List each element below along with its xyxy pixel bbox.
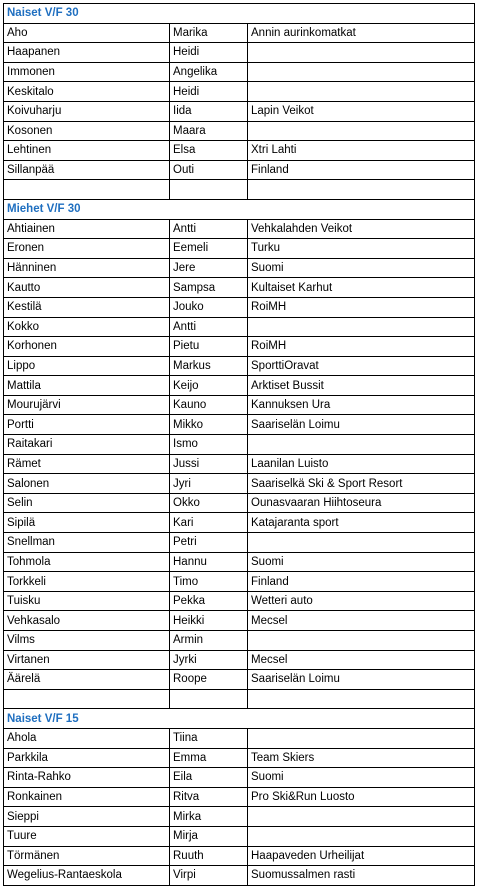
table-row: [4, 513, 475, 533]
first-name-cell: Ruuth: [170, 846, 248, 866]
surname-cell: Sipilä: [4, 513, 170, 533]
club-cell: Finland: [248, 572, 475, 592]
first-name-cell: Antti: [170, 219, 248, 239]
first-name-cell: Jussi: [170, 454, 248, 474]
first-name-cell: Petri: [170, 533, 248, 553]
table-row: [4, 670, 475, 690]
first-name-cell: Kari: [170, 513, 248, 533]
surname-cell: Mattila: [4, 376, 170, 396]
first-name-cell: Timo: [170, 572, 248, 592]
first-name-cell: Jyrki: [170, 650, 248, 670]
section-header-row: [4, 4, 475, 24]
club-cell: SporttiOravat: [248, 356, 475, 376]
first-name-cell: Heikki: [170, 611, 248, 631]
surname-cell: Portti: [4, 415, 170, 435]
table-row: [4, 141, 475, 161]
table-row: [4, 846, 475, 866]
section-header-filler: [170, 199, 475, 219]
club-cell: [248, 435, 475, 455]
club-cell: Haapaveden Urheilijat: [248, 846, 475, 866]
surname-cell: Keskitalo: [4, 82, 170, 102]
surname-cell: Parkkila: [4, 748, 170, 768]
surname-cell: Wegelius-Rantaeskola: [4, 866, 170, 886]
club-cell: [248, 533, 475, 553]
section-header-filler: [170, 4, 475, 24]
section-title: Naiset V/F 30: [4, 4, 170, 24]
table-row: [4, 43, 475, 63]
table-row: [4, 807, 475, 827]
club-cell: Kannuksen Ura: [248, 395, 475, 415]
table-row: [4, 356, 475, 376]
first-name-cell: [170, 689, 248, 709]
surname-cell: Tuure: [4, 826, 170, 846]
surname-cell: Hänninen: [4, 258, 170, 278]
club-cell: Finland: [248, 160, 475, 180]
first-name-cell: Antti: [170, 317, 248, 337]
club-cell: Xtri Lahti: [248, 141, 475, 161]
surname-cell: Törmänen: [4, 846, 170, 866]
club-cell: [248, 43, 475, 63]
table-row: [4, 611, 475, 631]
surname-cell: Vehkasalo: [4, 611, 170, 631]
club-cell: Mecsel: [248, 611, 475, 631]
club-cell: Kultaiset Karhut: [248, 278, 475, 298]
surname-cell: Ahola: [4, 728, 170, 748]
table-row: [4, 317, 475, 337]
first-name-cell: Mikko: [170, 415, 248, 435]
first-name-cell: Tiina: [170, 728, 248, 748]
table-row: [4, 180, 475, 200]
table-row: [4, 454, 475, 474]
table-row: [4, 337, 475, 357]
surname-cell: Lippo: [4, 356, 170, 376]
surname-cell: Rämet: [4, 454, 170, 474]
first-name-cell: Elsa: [170, 141, 248, 161]
club-cell: [248, 807, 475, 827]
first-name-cell: Jouko: [170, 297, 248, 317]
table-row: [4, 258, 475, 278]
participant-table-body: [4, 4, 475, 886]
club-cell: [248, 121, 475, 141]
club-cell: [248, 631, 475, 651]
surname-cell: Lehtinen: [4, 141, 170, 161]
surname-cell: Raitakari: [4, 435, 170, 455]
club-cell: [248, 180, 475, 200]
table-row: [4, 62, 475, 82]
first-name-cell: Iida: [170, 101, 248, 121]
first-name-cell: Keijo: [170, 376, 248, 396]
table-row: [4, 572, 475, 592]
participant-table: [3, 3, 475, 886]
table-row: [4, 552, 475, 572]
club-cell: Pro Ski&Run Luosto: [248, 787, 475, 807]
surname-cell: Rinta-Rahko: [4, 768, 170, 788]
club-cell: Ounasvaaran Hiihtoseura: [248, 493, 475, 513]
club-cell: [248, 317, 475, 337]
first-name-cell: Roope: [170, 670, 248, 690]
table-row: [4, 82, 475, 102]
table-row: [4, 474, 475, 494]
first-name-cell: Heidi: [170, 82, 248, 102]
surname-cell: Kautto: [4, 278, 170, 298]
first-name-cell: Markus: [170, 356, 248, 376]
first-name-cell: Sampsa: [170, 278, 248, 298]
section-header-row: [4, 199, 475, 219]
surname-cell: Kestilä: [4, 297, 170, 317]
surname-cell: Salonen: [4, 474, 170, 494]
club-cell: Wetteri auto: [248, 591, 475, 611]
club-cell: [248, 689, 475, 709]
club-cell: [248, 826, 475, 846]
club-cell: Turku: [248, 239, 475, 259]
club-cell: Saariselän Loimu: [248, 415, 475, 435]
surname-cell: Immonen: [4, 62, 170, 82]
club-cell: Saariselkä Ski & Sport Resort: [248, 474, 475, 494]
section-title: Miehet V/F 30: [4, 199, 170, 219]
table-row: [4, 219, 475, 239]
first-name-cell: Eemeli: [170, 239, 248, 259]
table-row: [4, 787, 475, 807]
surname-cell: Torkkeli: [4, 572, 170, 592]
table-row: [4, 23, 475, 43]
surname-cell: Kokko: [4, 317, 170, 337]
first-name-cell: Outi: [170, 160, 248, 180]
surname-cell: Virtanen: [4, 650, 170, 670]
surname-cell: Koivuharju: [4, 101, 170, 121]
surname-cell: [4, 180, 170, 200]
surname-cell: Tuisku: [4, 591, 170, 611]
table-row: [4, 435, 475, 455]
surname-cell: Ahtiainen: [4, 219, 170, 239]
table-row: [4, 748, 475, 768]
first-name-cell: Maara: [170, 121, 248, 141]
surname-cell: [4, 689, 170, 709]
table-row: [4, 493, 475, 513]
table-row: [4, 376, 475, 396]
table-row: [4, 866, 475, 886]
first-name-cell: Armin: [170, 631, 248, 651]
first-name-cell: Pietu: [170, 337, 248, 357]
surname-cell: Haapanen: [4, 43, 170, 63]
club-cell: RoiMH: [248, 297, 475, 317]
surname-cell: Sillanpää: [4, 160, 170, 180]
first-name-cell: Jere: [170, 258, 248, 278]
table-row: [4, 121, 475, 141]
surname-cell: Kosonen: [4, 121, 170, 141]
table-row: [4, 415, 475, 435]
club-cell: Team Skiers: [248, 748, 475, 768]
surname-cell: Korhonen: [4, 337, 170, 357]
club-cell: Katajaranta sport: [248, 513, 475, 533]
table-row: [4, 533, 475, 553]
club-cell: Mecsel: [248, 650, 475, 670]
club-cell: Suomi: [248, 768, 475, 788]
first-name-cell: Mirka: [170, 807, 248, 827]
table-row: [4, 689, 475, 709]
table-row: [4, 728, 475, 748]
surname-cell: Snellman: [4, 533, 170, 553]
club-cell: Annin aurinkomatkat: [248, 23, 475, 43]
first-name-cell: Emma: [170, 748, 248, 768]
surname-cell: Äärelä: [4, 670, 170, 690]
section-title: Naiset V/F 15: [4, 709, 170, 729]
club-cell: Suomi: [248, 258, 475, 278]
table-row: [4, 101, 475, 121]
section-header-filler: [170, 709, 475, 729]
club-cell: Suomussalmen rasti: [248, 866, 475, 886]
table-row: [4, 631, 475, 651]
first-name-cell: Eila: [170, 768, 248, 788]
section-header-row: [4, 709, 475, 729]
table-row: [4, 297, 475, 317]
first-name-cell: Pekka: [170, 591, 248, 611]
table-row: [4, 395, 475, 415]
club-cell: Lapin Veikot: [248, 101, 475, 121]
club-cell: Vehkalahden Veikot: [248, 219, 475, 239]
surname-cell: Ronkainen: [4, 787, 170, 807]
table-row: [4, 160, 475, 180]
table-row: [4, 278, 475, 298]
first-name-cell: Marika: [170, 23, 248, 43]
club-cell: [248, 728, 475, 748]
club-cell: Arktiset Bussit: [248, 376, 475, 396]
club-cell: [248, 62, 475, 82]
surname-cell: Sieppi: [4, 807, 170, 827]
first-name-cell: Okko: [170, 493, 248, 513]
first-name-cell: [170, 180, 248, 200]
surname-cell: Vilms: [4, 631, 170, 651]
surname-cell: Selin: [4, 493, 170, 513]
club-cell: RoiMH: [248, 337, 475, 357]
first-name-cell: Jyri: [170, 474, 248, 494]
surname-cell: Tohmola: [4, 552, 170, 572]
club-cell: [248, 82, 475, 102]
club-cell: Suomi: [248, 552, 475, 572]
surname-cell: Mourujärvi: [4, 395, 170, 415]
first-name-cell: Heidi: [170, 43, 248, 63]
first-name-cell: Kauno: [170, 395, 248, 415]
first-name-cell: Mirja: [170, 826, 248, 846]
table-row: [4, 239, 475, 259]
table-row: [4, 826, 475, 846]
first-name-cell: Ritva: [170, 787, 248, 807]
club-cell: Laanilan Luisto: [248, 454, 475, 474]
table-row: [4, 591, 475, 611]
club-cell: Saariselän Loimu: [248, 670, 475, 690]
table-row: [4, 650, 475, 670]
first-name-cell: Ismo: [170, 435, 248, 455]
first-name-cell: Virpi: [170, 866, 248, 886]
first-name-cell: Hannu: [170, 552, 248, 572]
surname-cell: Aho: [4, 23, 170, 43]
first-name-cell: Angelika: [170, 62, 248, 82]
surname-cell: Eronen: [4, 239, 170, 259]
table-row: [4, 768, 475, 788]
